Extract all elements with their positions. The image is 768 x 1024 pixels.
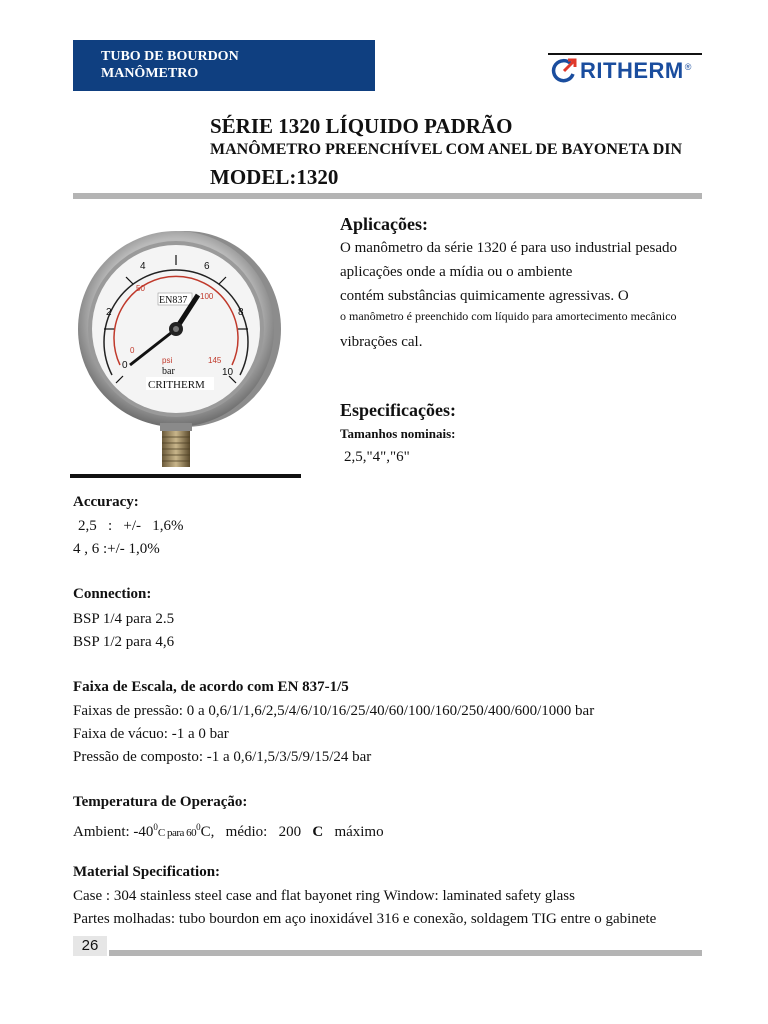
series-subtitle: MANÔMETRO PREENCHÍVEL COM ANEL DE BAYONETA DIN — [210, 141, 683, 158]
scale-line2: Faixa de vácuo: -1 a 0 bar — [73, 726, 229, 742]
accuracy-label: Accuracy: — [73, 494, 139, 510]
sizes-label: Tamanhos nominais: — [340, 426, 456, 441]
temp-sup2: 0 — [196, 822, 201, 832]
gauge-outer-10: 10 — [222, 367, 234, 378]
header-band — [73, 40, 375, 91]
gauge-unit-label: bar — [162, 366, 175, 377]
gauge-inner-50: 50 — [136, 284, 145, 293]
gauge-outer-6: 6 — [204, 261, 210, 272]
logo-rule — [548, 53, 702, 55]
scale-line1: Faixas de pressão: 0 a 0,6/1/1,6/2,5/4/6/10/16/25/40/60/100/160/250/400/600/1000 bar — [73, 703, 595, 719]
material-line1: Case : 304 stainless steel case and flat bayonet ring Window: laminated safety glass — [73, 888, 575, 904]
ritherm-logo — [550, 56, 691, 86]
page-number: 26 — [73, 936, 107, 956]
gauge-outer-0: 0 — [122, 360, 128, 371]
applications-line3: contém substâncias quimicamente agressivas. O — [340, 288, 629, 304]
temp-small: C para 60 — [157, 827, 197, 839]
temp-mid: C, médio: 200 — [200, 824, 302, 840]
connection-label: Connection: — [73, 586, 152, 602]
gauge-en-label: EN837 — [159, 295, 188, 306]
header-line2: MANÔMETRO — [101, 66, 199, 81]
gauge-inner-0: 0 — [130, 346, 135, 355]
temp-prefix: Ambient: -40 — [73, 824, 154, 840]
specifications-heading: Especificações: — [340, 400, 456, 420]
gauge-psi-label: psi — [162, 356, 173, 365]
model-title: MODEL:1320 — [210, 165, 339, 189]
gauge-inner-145: 145 — [208, 356, 222, 365]
footer-rule — [109, 950, 702, 956]
sizes-value: 2,5,"4","6" — [344, 449, 410, 465]
applications-line4: o manômetro é preenchido com líquido para amortecimento mecânico — [340, 309, 677, 323]
connection-line1: BSP 1/4 para 2.5 — [73, 611, 175, 627]
series-title: SÉRIE 1320 LÍQUIDO PADRÃO — [210, 114, 513, 138]
accuracy-line2: 4 , 6 :+/- 1,0% — [73, 541, 160, 557]
logo-arrow-icon — [550, 57, 578, 85]
temp-sup1: 0 — [153, 822, 158, 832]
temp-suffix: máximo — [334, 824, 384, 840]
applications-line5: vibrações cal. — [340, 334, 423, 350]
gauge-outer-8: 8 — [238, 307, 244, 318]
header-line1: TUBO DE BOURDON — [101, 49, 239, 64]
connection-line2: BSP 1/2 para 4,6 — [73, 634, 175, 650]
pressure-gauge-image — [70, 225, 285, 470]
applications-heading: Aplicações: — [340, 214, 428, 234]
gauge-brand: CRITHERM — [148, 379, 205, 391]
material-line2: Partes molhadas: tubo bourdon em aço inoxidável 316 e conexão, soldagem TIG entre o gabinete — [73, 911, 657, 927]
accuracy-line1: 2,5 : +/- 1,6% — [78, 518, 184, 534]
gauge-inner-100: 100 — [200, 292, 214, 301]
logo-reg-mark: ® — [684, 62, 692, 72]
gauge-outer-4: 4 — [140, 261, 146, 272]
temperature-line — [73, 816, 384, 845]
scale-label: Faixa de Escala, de acordo com EN 837-1/5 — [73, 679, 349, 695]
scale-line3: Pressão de composto: -1 a 0,6/1,5/3/5/9/15/24 bar — [73, 749, 372, 765]
applications-line1: O manômetro da série 1320 é para uso industrial pesado — [340, 240, 677, 256]
image-underline — [70, 474, 301, 478]
gauge-outer-2: 2 — [106, 307, 112, 318]
material-label: Material Specification: — [73, 864, 221, 880]
temperature-label: Temperatura de Operação: — [73, 794, 248, 810]
applications-line2: aplicações onde a mídia ou o ambiente — [340, 264, 573, 280]
title-divider — [73, 193, 702, 199]
logo-text: RITHERM — [580, 58, 684, 83]
temp-unit: C — [312, 824, 324, 840]
